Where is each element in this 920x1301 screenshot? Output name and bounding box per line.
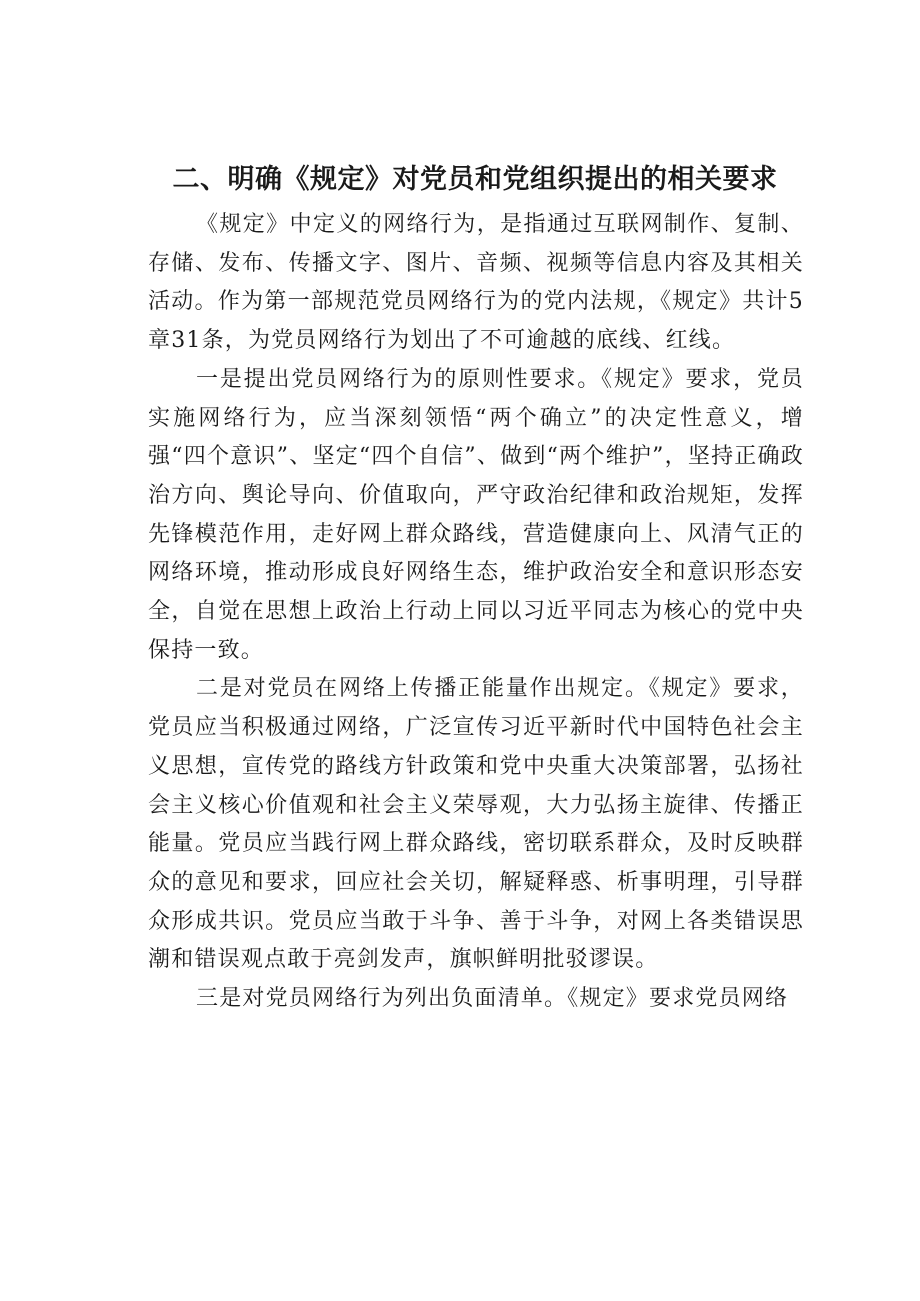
paragraph-positive-energy: 二是对党员在网络上传播正能量作出规定。《规定》要求，党员应当积极通过网络，广泛宣传习近平新时代中国特色社会主义思想，宣传党的路线方针政策和党中央重大决策部署，弘扬社会主义核心价值观和社会主义荣辱观，大力弘扬主旋律、传播正能量。党员应当践行网上群众路线，密切联系群众，及时反映群众的意见和要求，回应社会关切，解疑释惑、析事明理，引导群众形成共识。党员应当敢于斗争、善于斗争，对网上各类错误思潮和错误观点敢于亮剑发声，旗帜鲜明批驳谬误。: [148, 676, 804, 973]
body-text: [148, 206, 804, 1019]
paragraph-definition: 《规定》中定义的网络行为，是指通过互联网制作、复制、存储、发布、传播文字、图片、音频、视频等信息内容及其相关活动。作为第一部规范党员网络行为的党内法规，《规定》共计5章31条，为党员网络行为划出了不可逾越的底线、红线。: [148, 212, 804, 354]
paragraph-principle-requirements: 一是提出党员网络行为的原则性要求。《规定》要求，党员实施网络行为，应当深刻领悟“两个确立”的决定性意义，增强“四个意识”、坚定“四个自信”、做到“两个维护”，坚持正确政治方向、舆论导向、价值取向，严守政治纪律和政治规矩，发挥先锋模范作用，走好网上群众路线，营造健康向上、风清气正的网络环境，推动形成良好网络生态，维护政治安全和意识形态安全，自觉在思想上政治上行动上同以习近平同志为核心的党中央保持一致。: [148, 366, 804, 663]
paragraph-negative-list: 三是对党员网络行为列出负面清单。《规定》要求党员网络: [196, 986, 789, 1012]
section-heading: 二、明确《规定》对党员和党组织提出的相关要求: [172, 164, 778, 195]
